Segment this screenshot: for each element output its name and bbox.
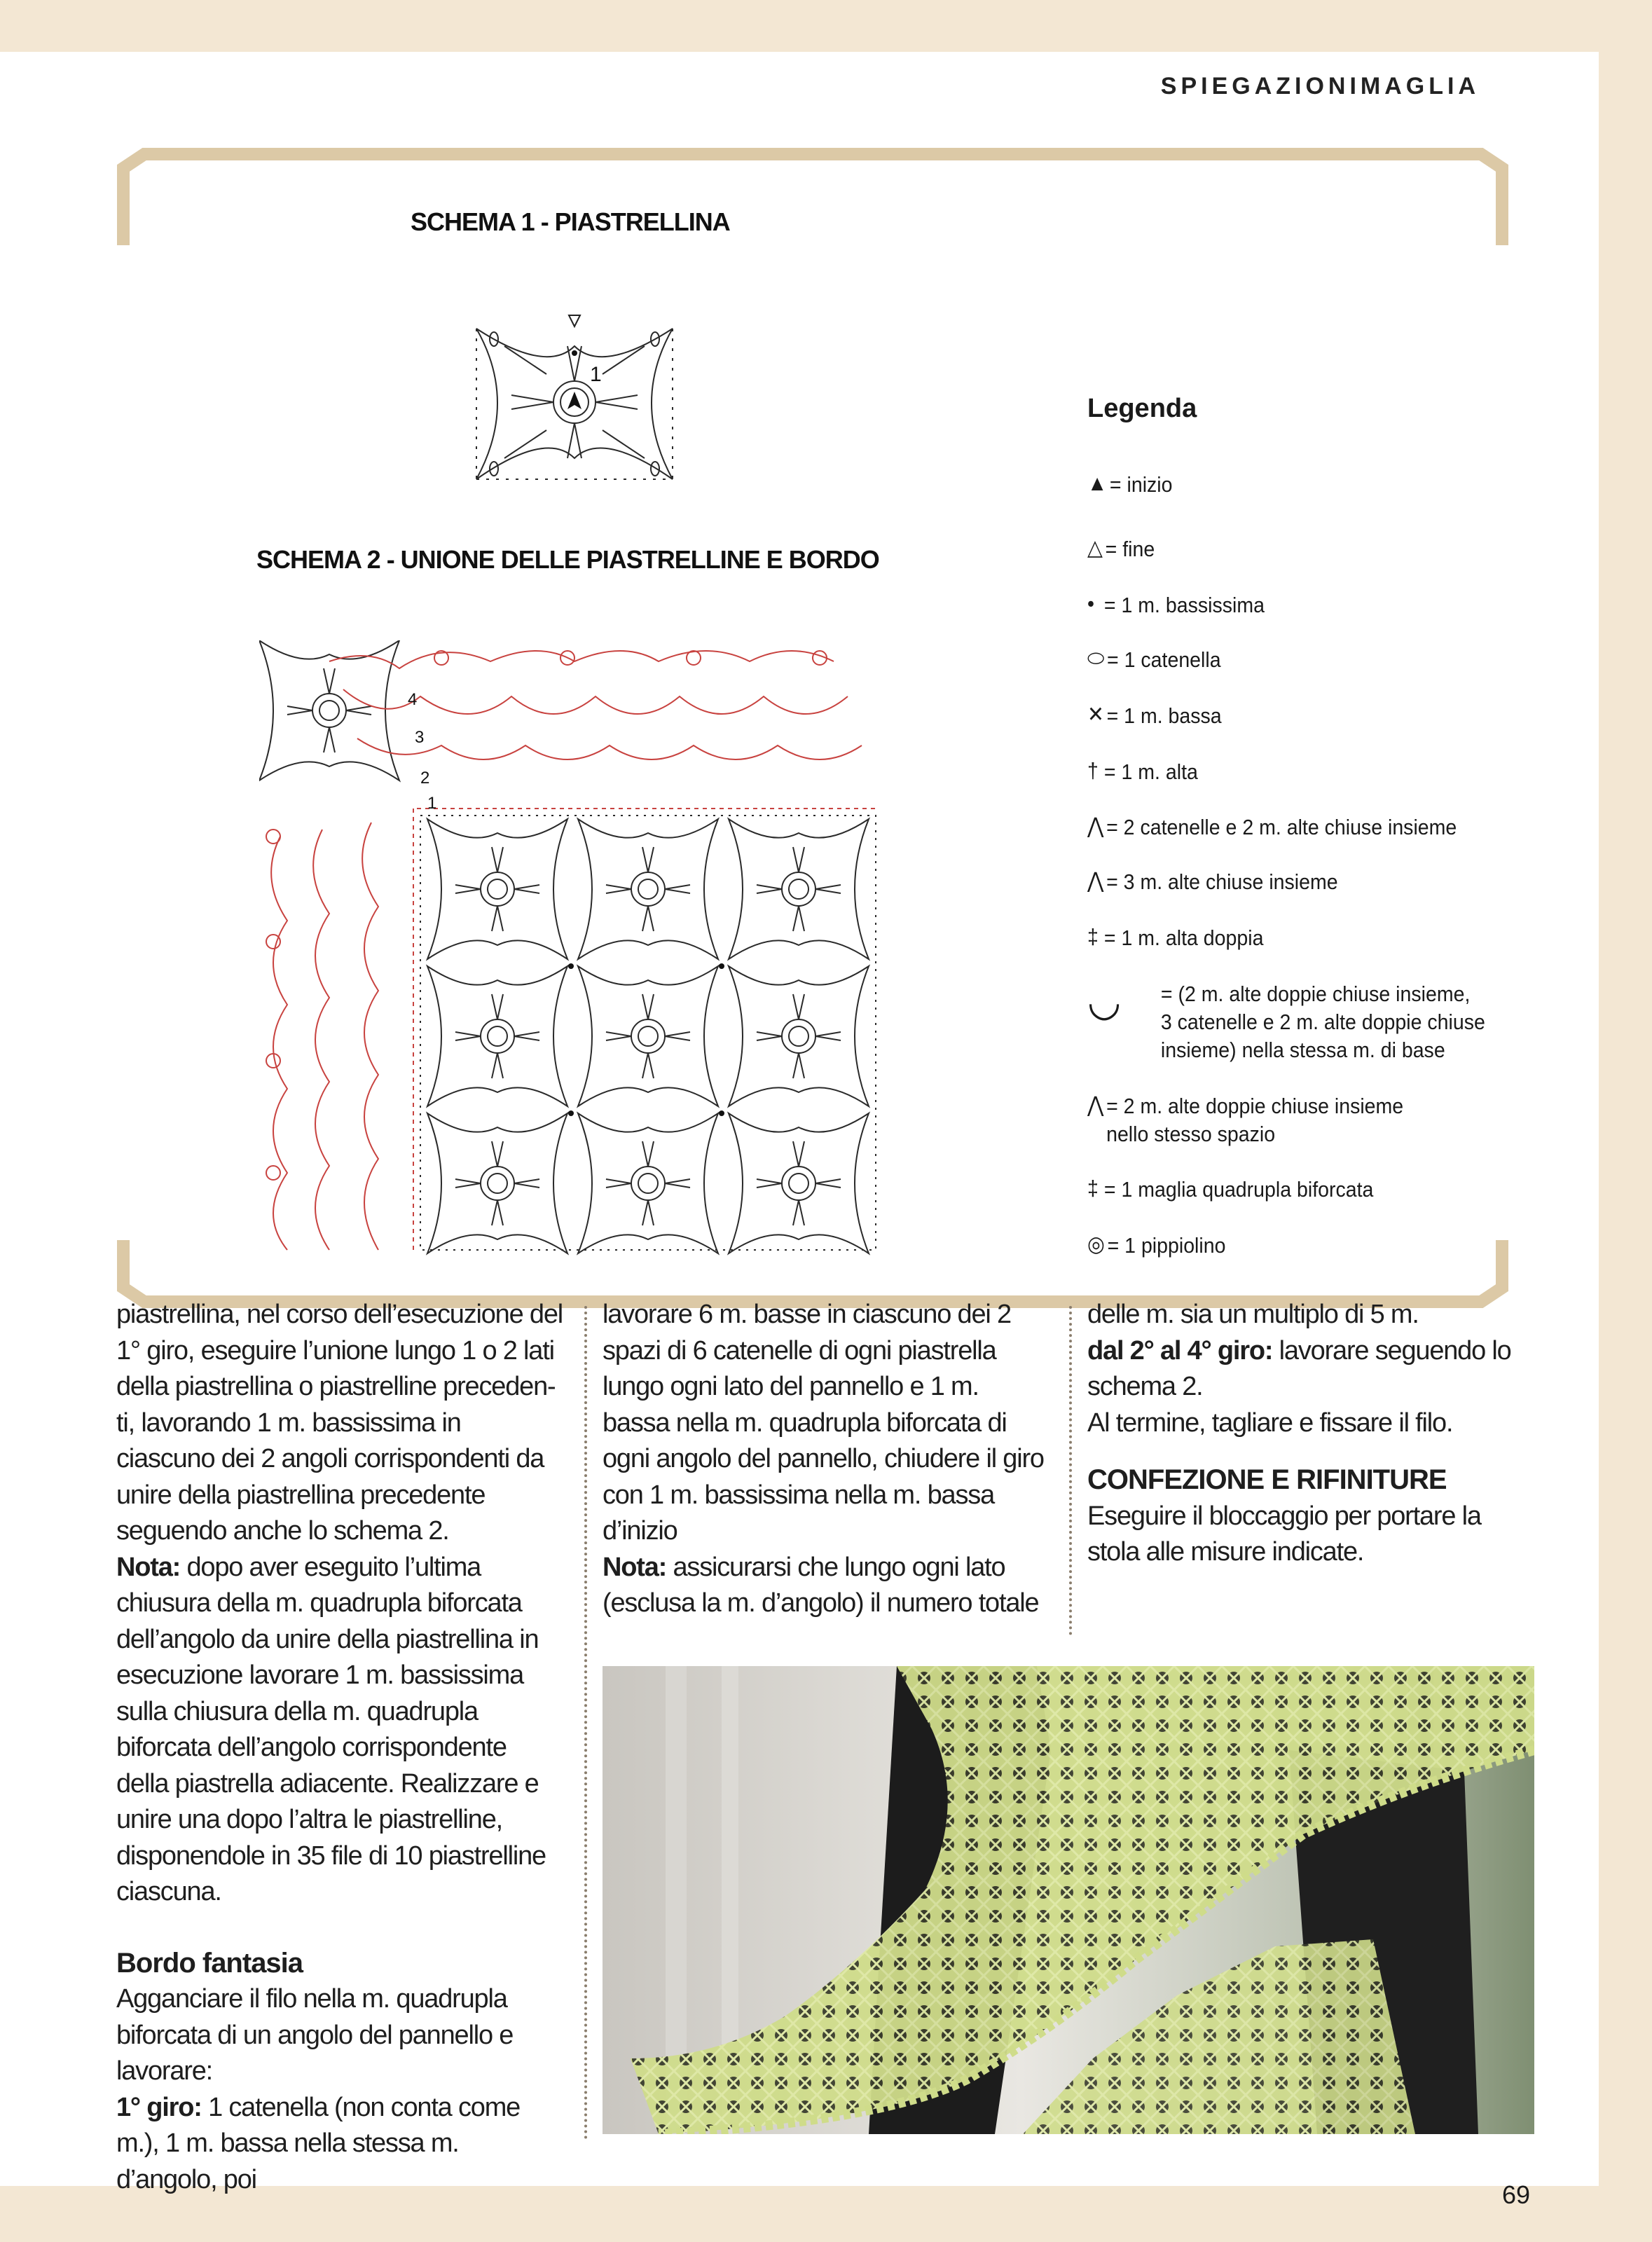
legend-text: = 1 m. bassissima	[1103, 593, 1265, 617]
legend-item	[1087, 702, 1222, 730]
col2-note	[603, 1550, 1051, 1622]
legend-item	[1087, 813, 1457, 841]
cluster-3-icon: ⋀	[1087, 868, 1104, 893]
col1-round-1	[116, 2090, 565, 2199]
text-column-2	[603, 1297, 1051, 1622]
col1-paragraph-2: Agganciare il filo nella m. quadrupla biforcata di un angolo del pannello e lavorare:	[116, 1984, 514, 2086]
fan-icon: ◡	[1087, 977, 1122, 1024]
page-number: 69	[1502, 2180, 1531, 2209]
round-label-4: 4	[408, 690, 418, 709]
rounds-text: lavorare seguendo lo schema 2.	[1087, 1335, 1511, 1401]
picot-icon: ◎	[1087, 1232, 1105, 1256]
schema1-round-label: 1	[590, 363, 602, 386]
col1-paragraph-1: piastrellina, nel corso dell’esecuzione del 1° giro, eseguire l’unione lungo 1 o 2 lati della piastrellina o piastrelline precedenti, lavorando 1 m. bassissima in ciascuno dei 2 angoli corrispondenti da unire della piastrellina precedente seguendo anche lo schema 2.	[116, 1300, 563, 1546]
border-rounds	[266, 651, 876, 1250]
start-arrow-icon	[567, 392, 581, 409]
schema1-title: SCHEMA 1 - PIASTRELLINA	[411, 207, 730, 236]
dtr-cluster-icon: ⋀	[1087, 1092, 1104, 1117]
legend-item	[1087, 924, 1263, 952]
filled-arrow-icon: ▲	[1087, 471, 1108, 495]
dot-icon: •	[1087, 591, 1094, 616]
tile-grid	[259, 640, 876, 1253]
legend-text: = 2 m. alte doppie chiuse insieme nello stesso spazio	[1106, 1094, 1404, 1146]
col3-paragraph-3: Eseguire il bloccaggio per portare la stola alle misure indicate.	[1087, 1501, 1481, 1567]
legend-item	[1087, 1232, 1225, 1260]
round-label-1: 1	[427, 794, 437, 813]
legend-text: = 1 m. bassa	[1106, 703, 1222, 728]
quad-bifurcated-icon: ‡	[1087, 1176, 1099, 1200]
legend-item	[1087, 471, 1172, 499]
text-column-1	[116, 1297, 565, 2198]
col2-paragraph-1: lavorare 6 m. basse in ciascuno dei 2 spazi di 6 catenelle di ogni piastrella lungo ogni lato del pannello e 1 m. bassa nella m. quadrupla biforcata di ogni angolo del pannello, chiudere il giro con 1 m. bassissima nella m. bassa d’inizio	[603, 1300, 1044, 1546]
text-column-3	[1087, 1297, 1536, 1571]
legend-title: Legenda	[1087, 394, 1197, 423]
outline-arrow-icon: △	[1087, 535, 1103, 560]
legend-text: = fine	[1105, 537, 1155, 561]
round-1-label: 1° giro:	[116, 2092, 202, 2122]
section-header: SPIEGAZIONIMAGLIA	[1160, 73, 1480, 99]
schema1-diagram	[462, 269, 687, 542]
col3-paragraph-2: Al termine, tagliare e fissare il filo.	[1087, 1408, 1453, 1438]
legend-text: = 1 m. alta doppia	[1103, 926, 1264, 950]
round-1-text: 1 catenella (non conta come m.), 1 m. bassa nella stessa m. d’angolo, poi	[116, 2092, 521, 2194]
schema2-title: SCHEMA 2 - UNIONE DELLE PIASTRELLINE E BORDO	[256, 545, 879, 574]
cross-icon: ✕	[1087, 702, 1104, 727]
legend-item	[1087, 868, 1338, 896]
note-text: assicurarsi che lungo ogni lato (esclusa la m. d’angolo) il numero totale	[603, 1552, 1039, 1618]
legend-item	[1087, 977, 1485, 1064]
legend-text: = 2 catenelle e 2 m. alte chiuse insieme	[1106, 815, 1457, 839]
treble-icon: †	[1087, 758, 1099, 783]
legend-item	[1087, 1092, 1403, 1148]
note-text: dopo aver eseguito l’ultima chiusura della m. quadrupla biforcata dell’angolo da unire della piastrellina in esecuzione lavorare 1 m. bassissima sulla chiusura della m. quadrupla biforcata dell’angolo corrispondente della piastrella adiacente. Realizzare e unire una dopo l’altra le piastrelline, disponendole in 35 file di 10 piastrelline ciascuna.	[116, 1552, 546, 1906]
double-treble-icon: ‡	[1087, 924, 1099, 949]
column-separator	[1069, 1306, 1072, 1635]
col1-note	[116, 1550, 565, 1911]
cluster-2-icon: ⋀	[1087, 813, 1104, 838]
legend-text: = 1 catenella	[1107, 647, 1221, 672]
col3-rounds	[1087, 1333, 1536, 1405]
legend-item	[1087, 1176, 1373, 1204]
legend-text: = inizio	[1109, 472, 1173, 497]
confezione-heading: CONFEZIONE E RIFINITURE	[1087, 1464, 1447, 1495]
legend-text: = (2 m. alte doppie chiuse insieme, 3 catenelle e 2 m. alte doppie chiuse insieme) nella stessa m. di base	[1160, 982, 1485, 1062]
column-separator	[584, 1306, 587, 2140]
magazine-page	[0, 52, 1599, 2209]
legend-text: = 3 m. alte chiuse insieme	[1106, 869, 1338, 894]
schema2-diagram	[259, 640, 883, 1257]
oval-icon: ⬭	[1087, 646, 1105, 670]
round-label-2: 2	[420, 769, 430, 788]
legend-item	[1087, 535, 1155, 563]
col3-paragraph-1: delle m. sia un multiplo di 5 m.	[1087, 1300, 1419, 1329]
legend-text: = 1 pippiolino	[1107, 1233, 1226, 1258]
stole-photo	[603, 1666, 1534, 2134]
end-arrow-icon	[569, 315, 580, 326]
bordo-heading: Bordo fantasia	[116, 1947, 303, 1979]
legend-item	[1087, 758, 1198, 786]
note-label: Nota:	[116, 1552, 181, 1582]
legend-item	[1087, 591, 1265, 619]
round-label-3: 3	[415, 728, 425, 747]
legend-text: = 1 maglia quadrupla biforcata	[1103, 1177, 1374, 1202]
legend-text: = 1 m. alta	[1103, 759, 1198, 784]
rounds-label: dal 2° al 4° giro:	[1087, 1335, 1273, 1366]
note-label: Nota:	[603, 1552, 667, 1582]
legend-item	[1087, 646, 1221, 674]
